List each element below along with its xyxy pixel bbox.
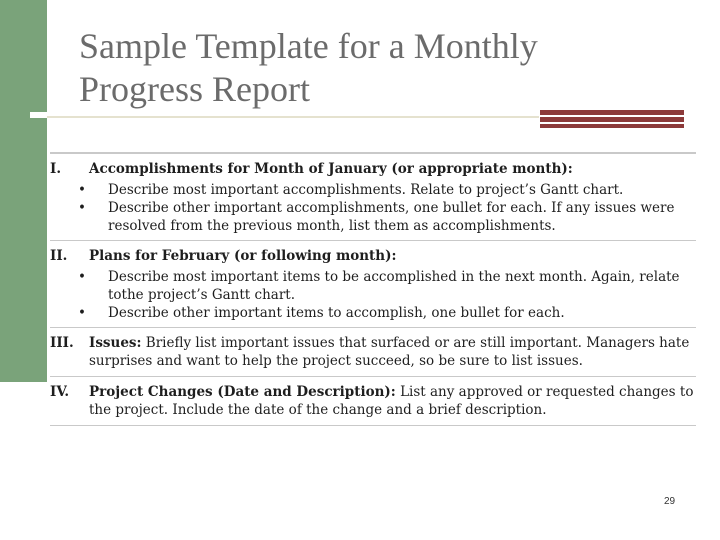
bullet-list [50, 181, 696, 235]
list-item [50, 304, 696, 322]
section-numeral: II. [50, 248, 68, 264]
side-accent-bar [0, 0, 47, 382]
section-numeral: IV. [50, 384, 70, 400]
title-divider [47, 116, 539, 118]
report-template-table [50, 152, 696, 426]
bullet-text: Describe other important items to accomplish, one bullet for each. [108, 305, 565, 321]
bullet-icon: • [78, 305, 86, 321]
bullet-list [50, 268, 696, 322]
accent-stripe [540, 124, 684, 128]
accent-stripe [540, 117, 684, 122]
section-body: List any approved or requested changes to the project. Include the date of the change and a brief description. [89, 384, 694, 418]
bullet-icon: • [78, 200, 86, 216]
section-heading [50, 327, 696, 376]
list-item [50, 181, 696, 199]
section-title: Issues: [89, 335, 142, 351]
section-heading [50, 152, 696, 178]
section-numeral: I. [50, 161, 62, 177]
section-title: Accomplishments for Month of January (or appropriate month): [89, 161, 573, 177]
section-title: Project Changes (Date and Description): [89, 384, 396, 400]
section-content [89, 383, 696, 419]
bullet-icon: • [78, 269, 86, 285]
table-bottom-rule [50, 425, 696, 426]
side-bar-notch [30, 112, 47, 118]
section-body: Briefly list important issues that surfaced or are still important. Managers hate surprises and want to help the project succeed, so be sure to list issues. [89, 335, 690, 369]
page-number: 29 [664, 496, 676, 507]
section-content [89, 334, 696, 370]
section-heading [50, 240, 696, 265]
accent-stripe [540, 110, 684, 115]
section-title: Plans for February (or following month): [89, 248, 397, 264]
bullet-icon: • [78, 182, 86, 198]
bullet-text: Describe most important accomplishments. Relate to project’s Gantt chart. [108, 182, 624, 198]
bullet-text: Describe most important items to be accomplished in the next month. Again, relate tothe project’s Gantt chart. [108, 269, 680, 303]
section-heading [50, 376, 696, 425]
title-line-2: Progress Report [79, 69, 310, 109]
list-item [50, 199, 696, 235]
section-numeral: III. [50, 335, 74, 351]
bullet-text: Describe other important accomplishments, one bullet for each. If any issues were resolved from the previous month, list them as accomplishments. [108, 200, 675, 234]
list-item [50, 268, 696, 304]
title-line-1: Sample Template for a Monthly [79, 26, 538, 66]
slide-title [79, 25, 639, 111]
